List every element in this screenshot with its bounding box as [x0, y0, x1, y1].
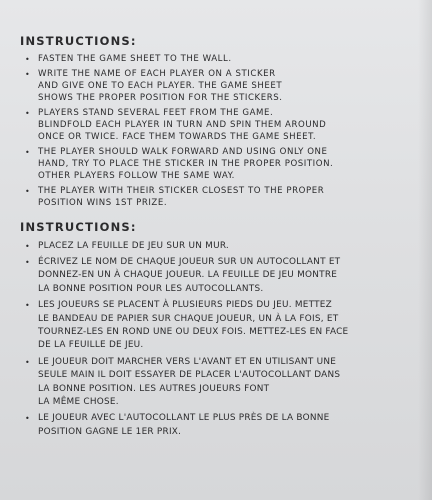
list-item [24, 256, 402, 296]
item-text: LE JOUEUR AVEC L'AUTOCOLLANT LE PLUS PRÈS DE LA BONNE POSITION GAGNE LE 1ER PRIX. [38, 413, 330, 437]
english-instructions [20, 34, 402, 210]
bullet-icon: • [25, 241, 30, 251]
english-list [20, 54, 402, 210]
english-heading: INSTRUCTIONS: [20, 34, 137, 48]
list-item [24, 356, 402, 410]
french-heading: INSTRUCTIONS: [20, 219, 137, 234]
bullet-icon: • [25, 109, 31, 119]
item-text: LES JOUEURS SE PLACENT À PLUSIEURS PIEDS DU JEU. METTEZ LE BANDEAU DE PAPIER SUR CHAQUE JOUEUR, UN À LA FOIS, ET TOURNEZ-LES EN ROND UNE OU DEUX FOIS. METTEZ-LES EN FACE DE LA FEUILLE DE JEU. [38, 300, 349, 351]
list-item [24, 299, 402, 353]
bullet-icon: • [25, 414, 30, 424]
item-text: ÉCRIVEZ LE NOM DE CHAQUE JOUEUR SUR UN AUTOCOLLANT ET DONNEZ-EN UN À CHAQUE JOUEUR. LA FEUILLE DE JEU MONTRE LA BONNE POSITION POUR LES AUTOCOLLANTS. [38, 256, 341, 294]
bullet-icon: • [25, 70, 31, 80]
bullet-icon: • [25, 357, 30, 367]
list-item [24, 69, 402, 104]
bullet-icon: • [25, 257, 30, 267]
item-text: LE JOUEUR DOIT MARCHER VERS L'AVANT ET EN UTILISANT UNE SEULE MAIN IL DOIT ESSAYER DE PLACER L'AUTOCOLLANT DANS LA BONNE POSITION. LES AUTRES JOUEURS FONT LA MÊME CHOSE. [38, 356, 341, 408]
list-item [24, 108, 402, 143]
french-instructions [20, 220, 402, 440]
list-item [24, 412, 402, 439]
item-text: FASTEN THE GAME SHEET TO THE WALL. [38, 54, 232, 64]
bullet-icon: • [25, 186, 31, 196]
item-text: PLAYERS STAND SEVERAL FEET FROM THE GAME. BLINDFOLD EACH PLAYER IN TURN AND SPIN THEM AROUND ONCE OR TWICE. FACE THEM TOWARDS THE GAME SHEET. [38, 108, 327, 142]
list-item [24, 54, 402, 66]
bullet-icon: • [25, 301, 30, 311]
french-list [20, 240, 402, 440]
item-text: WRITE THE NAME OF EACH PLAYER ON A STICKER AND GIVE ONE TO EACH PLAYER. THE GAME SHEET SHOWS THE PROPER POSITION FOR THE STICKERS. [38, 69, 283, 103]
list-item [24, 147, 402, 182]
bullet-icon: • [25, 55, 31, 64]
list-item [24, 186, 402, 210]
list-item [24, 240, 402, 253]
item-text: PLACEZ LA FEUILLE DE JEU SUR UN MUR. [38, 240, 230, 251]
item-text: THE PLAYER WITH THEIR STICKER CLOSEST TO THE PROPER POSITION WINS 1ST PRIZE. [38, 185, 325, 208]
bullet-icon: • [25, 148, 31, 158]
item-text: THE PLAYER SHOULD WALK FORWARD AND USING ONLY ONE HAND, TRY TO PLACE THE STICKER IN THE PROPER POSITION. OTHER PLAYERS FOLLOW THE SAME WAY. [38, 147, 334, 181]
